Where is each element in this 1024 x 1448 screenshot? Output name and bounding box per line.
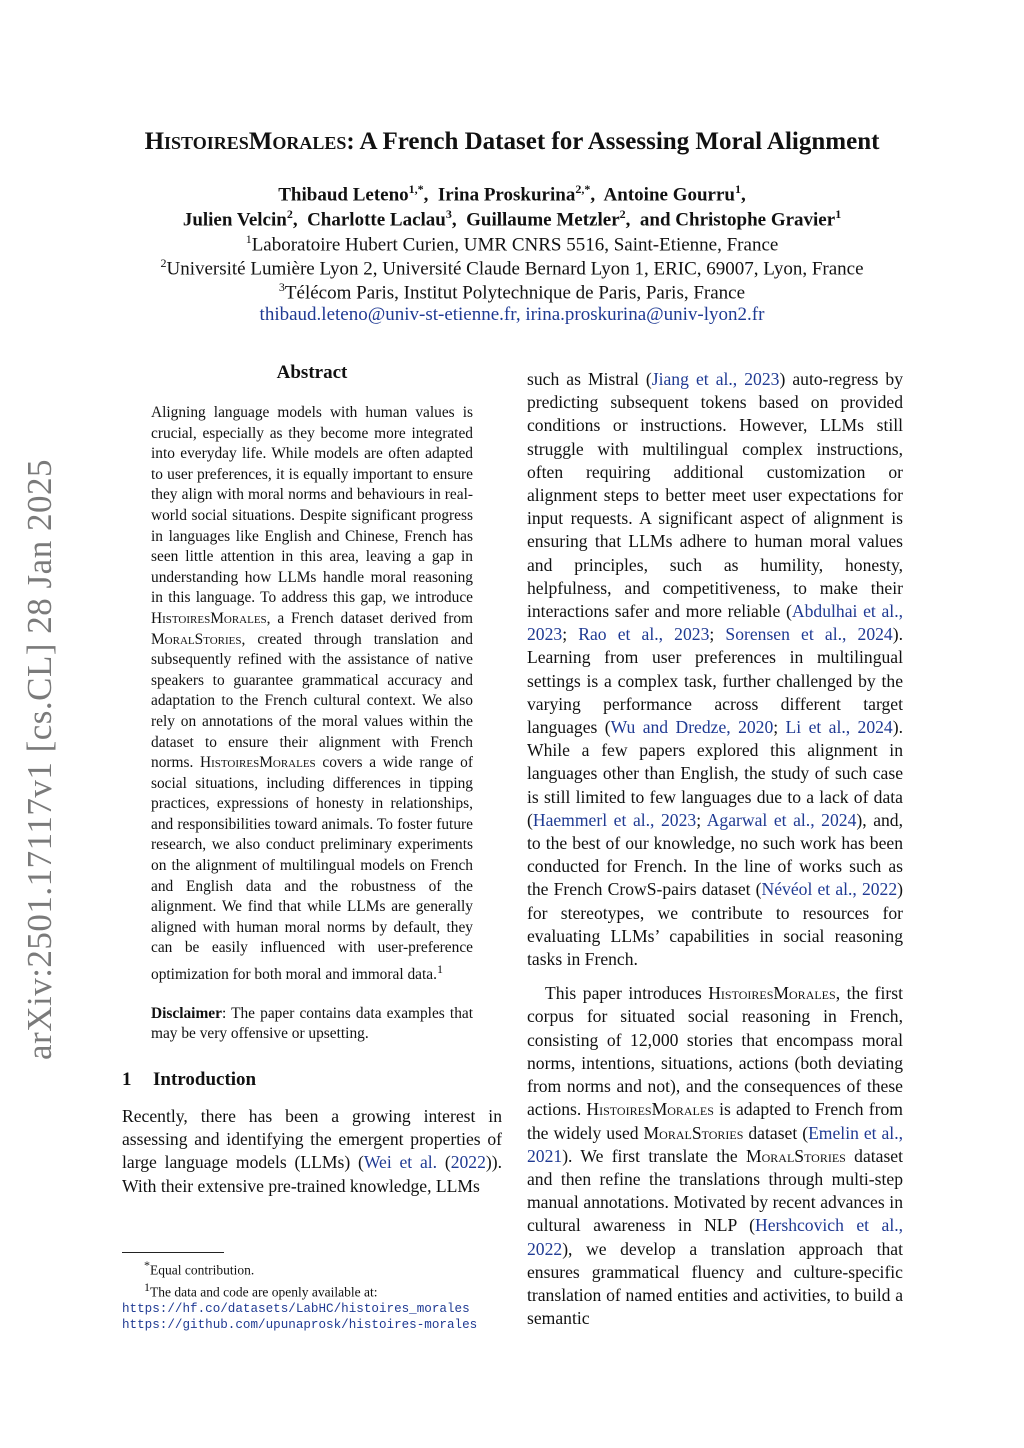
arxiv-identifier: arXiv:2501.17117v1 [cs.CL] 28 Jan 2025 xyxy=(20,459,59,1060)
citation-link[interactable]: 2022 xyxy=(450,1152,486,1173)
section-title: Introduction xyxy=(153,1068,257,1090)
author-name: Christophe Gravier xyxy=(675,209,836,231)
citation-link[interactable]: Haemmerl et al., 2023 xyxy=(532,809,697,830)
author-emails[interactable]: thibaud.leteno@univ-st-etienne.fr, irina.proskurina@univ-lyon2.fr xyxy=(259,304,765,325)
affiliation-text: Laboratoire Hubert Curien, UMR CNRS 5516, Saint-Etienne, France xyxy=(251,234,779,256)
dataset-name: HistoiresMorales xyxy=(151,609,267,627)
intro-paragraph: Recently, there has been a growing interest in assessing and identifying the emergent properties of large language models (LLMs) (Wei et al. (2022)). With their extensive pre-trained knowledge, LLMs xyxy=(122,1105,503,1196)
citation-link[interactable]: Emelin et al., 2021 xyxy=(527,1122,903,1166)
citation-link[interactable]: Névéol et al., 2022 xyxy=(761,879,898,900)
footnote-data-availability: $^1$The data and code are openly available at: xyxy=(144,1280,378,1300)
author-name: Julien Velcin xyxy=(182,209,287,231)
affiliation-number: 2 xyxy=(160,256,167,270)
source-dataset-name: MoralStories xyxy=(745,1145,846,1166)
footnotes xyxy=(122,1252,512,1333)
author-sup: 1 xyxy=(734,182,741,196)
disclaimer-label: Disclaimer xyxy=(151,1004,222,1022)
paper-title xyxy=(0,128,1024,156)
section-number: 1 xyxy=(122,1068,132,1090)
dataset-name: HistoiresMorales xyxy=(144,128,347,155)
source-dataset-name: MoralStories xyxy=(643,1122,744,1143)
affiliation-text: Université Lumière Lyon 2, Université Claude Bernard Lyon 1, ERIC, 69007, Lyon, France xyxy=(166,258,864,280)
section-heading-introduction xyxy=(122,1069,502,1091)
disclaimer: Disclaimer: The paper contains data examples that may be very offensive or upsetting. xyxy=(151,1004,473,1043)
footnote-marker[interactable]: 1 xyxy=(436,962,443,977)
github-url[interactable]: https://github.com/upunaprosk/histoires-morales xyxy=(122,1318,478,1332)
citation-link[interactable]: Wei et al. xyxy=(363,1152,438,1173)
affiliation-1 xyxy=(0,232,1024,256)
footnote-divider xyxy=(122,1252,224,1253)
author-name: Antoine Gourru xyxy=(603,184,735,206)
affiliation-text: Télécom Paris, Institut Polytechnique de Paris, Paris, France xyxy=(284,282,746,304)
dataset-name: HistoiresMorales xyxy=(708,983,836,1004)
citation-link[interactable]: Abdulhai et al., 2023 xyxy=(527,601,903,645)
abstract-text: Aligning language models with human values is crucial, especially as they become more integrated into everyday life. While models are often adapted to user preferences, it is equally important to ensure they align with moral norms and behaviours in real-world social situations. Despite significant progress in languages like English and Chinese, French has seen little attention in this area, leaving a gap in understanding how LLMs handle moral reasoning in this language. To address this gap, we introduce HistoiresMorales, a French dataset derived from MoralStories, created through translation and subsequently refined with the assistance of native speakers to guarantee grammatical accuracy and adaptation to the French cultural context. We also rely on annotations of the moral values within the dataset to ensure their alignment with French norms. HistoiresMorales covers a wide range of social situations, including differences in tipping practices, expressions of honesty in relationships, and responsibilities toward animals. To foster future research, we also conduct preliminary experiments on the alignment of multilingual models on French and English data and the robustness of the alignment. We find that while LLMs are generally aligned with human moral norms by default, they can be easily influenced with user-preference optimization for both moral and immoral data.$^1$ xyxy=(151,404,473,984)
affiliation-number: 1 xyxy=(245,232,252,246)
intro-paragraph-continued: such as Mistral (Jiang et al., 2023) auto-regress by predicting subsequent tokens based on provided conditions or instructions. However, LLMs still struggle with multilingual complex instructions, often requiring additional customization or alignment steps to better meet user expectations for input requests. A significant aspect of alignment is ensuring that LLMs adhere to human moral values and principles, such as humility, honesty, helpfulness, and competitiveness, to make their interactions safer and more reliable (Abdulhai et al., 2023; Rao et al., 2023; Sorensen et al., 2024). Learning from user preferences in multilingual settings is a complex task, further challenged by the varying performance across different target languages (Wu and Dredze, 2020; Li et al., 2024). While a few papers explored this alignment in languages other than English, the study of such case is still limited to few languages due to a lack of data (Haemmerl et al., 2023; Agarwal et al., 2024), and, to the best of our knowledge, no such work has been conducted for French. In the line of works such as the French CrowS-pairs dataset (Névéol et al., 2022) for stereotypes, we contribute to resources for evaluating LLMs’ capabilities in social reasoning tasks in French. xyxy=(527,369,904,970)
footnote-equal-contribution: *Equal contribution. xyxy=(144,1258,255,1278)
author-name: Irina Proskurina xyxy=(437,184,576,206)
citation-link[interactable]: Wu and Dredze, 2020 xyxy=(610,717,774,738)
author-name: Guillaume Metzler xyxy=(466,209,620,231)
author-sup: 2 xyxy=(286,207,293,221)
affiliation-3 xyxy=(0,280,1024,304)
source-dataset-name: MoralStories xyxy=(151,630,242,648)
right-column xyxy=(527,368,903,1330)
left-column xyxy=(122,362,502,1198)
citation-link[interactable]: Rao et al., 2023 xyxy=(578,624,710,645)
abstract-heading: Abstract xyxy=(276,362,348,383)
affiliation-2 xyxy=(0,256,1024,280)
citation-link[interactable]: Agarwal et al., 2024 xyxy=(706,809,857,830)
author-sup: 2,* xyxy=(575,182,591,196)
citation-link[interactable]: Hershcovich et al., 2022 xyxy=(527,1215,904,1259)
author-name: Thibaud Leteno xyxy=(278,184,409,206)
author-sup: 1,* xyxy=(408,182,424,196)
citation-link[interactable]: Li et al., 2024 xyxy=(785,717,893,738)
author-sup: 2 xyxy=(619,207,626,221)
citation-link[interactable]: Jiang et al., 2023 xyxy=(651,369,780,389)
dataset-name: HistoiresMorales xyxy=(200,754,316,772)
author-conjunction: and xyxy=(639,209,671,231)
citation-link[interactable]: Sorensen et al., 2024 xyxy=(725,624,893,645)
huggingface-url[interactable]: https://hf.co/datasets/LabHC/histoires_morales xyxy=(122,1302,470,1316)
author-line-2: Julien Velcin$^2$, Charlotte Laclau$^3$, Guillaume Metzler$^2$, and Christophe Gravier$^1$ xyxy=(182,207,842,231)
author-line-1: Thibaud Leteno$^{1,*}$, Irina Proskurina$^{2,*}$, Antoine Gourru$^1$, xyxy=(278,182,746,206)
contribution-paragraph: This paper introduces HistoiresMorales, the first corpus for situated social reasoning in French, consisting of 12,000 stories that encompass moral norms, intentions, situations, actions (both deviating from norms and not), and the consequences of these actions. HistoiresMorales is adapted to French from the widely used MoralStories dataset (Emelin et al., 2021). We first translate the MoralStories dataset and then refine the translations through multi-step manual annotations. Motivated by recent advances in cultural awareness in NLP (Hershcovich et al., 2022), we develop a translation approach that ensures grammatical fluency and culture-specific translation of named entities and activities, to build a semantic xyxy=(527,983,904,1329)
affiliation-number: 3 xyxy=(278,280,285,294)
dataset-name: HistoiresMorales xyxy=(586,1099,714,1120)
author-sup: 1 xyxy=(835,207,842,221)
author-name: Charlotte Laclau xyxy=(307,209,446,231)
author-sup: 3 xyxy=(445,207,452,221)
title-rest: : A French Dataset for Assessing Moral Alignment xyxy=(346,128,880,155)
